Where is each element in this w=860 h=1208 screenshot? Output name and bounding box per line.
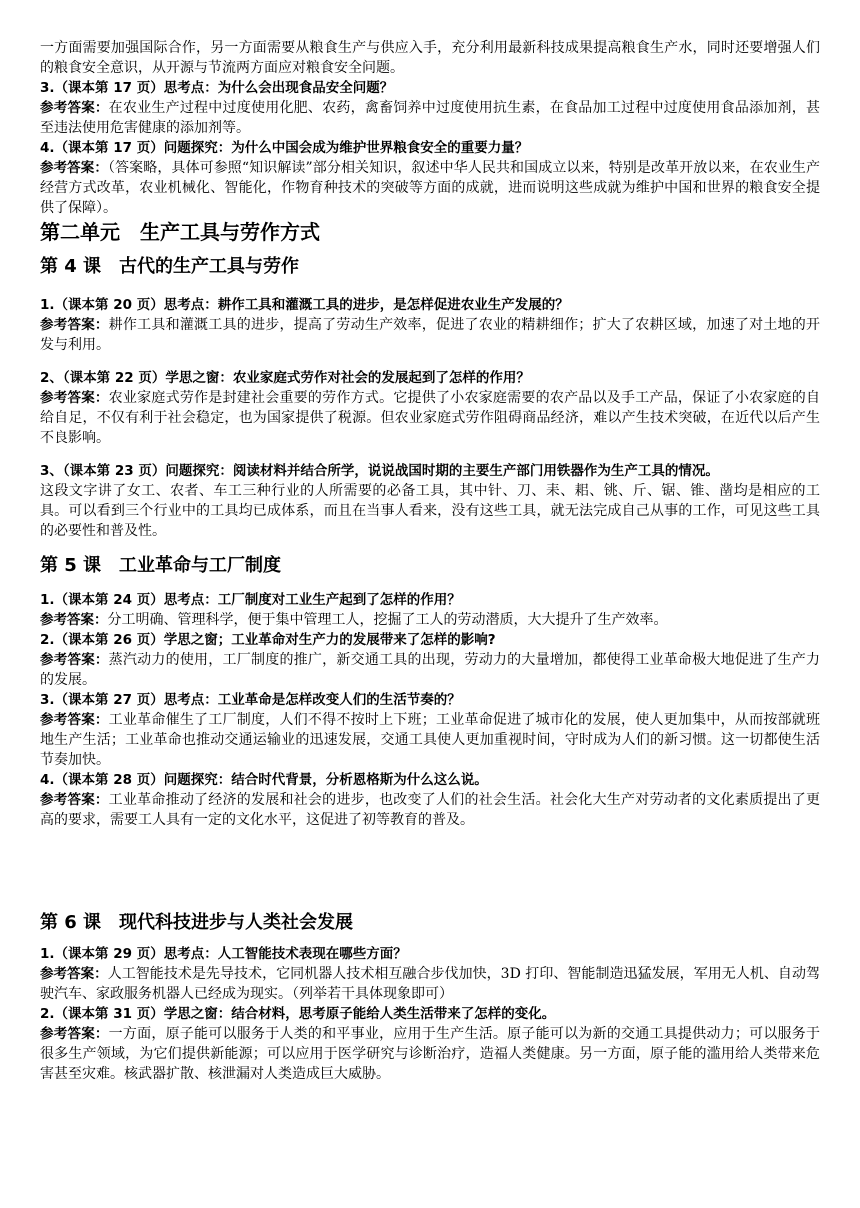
- answer-label: 参考答案：: [40, 1026, 109, 1042]
- answer-label: 参考答案：: [40, 792, 109, 808]
- answer-text: 耕作工具和灌溉工具的进步，提高了劳动生产效率，促进了农业的精耕细作；扩大了农耕区域，加速了对土地的开发与利用。: [40, 317, 821, 353]
- answer-text: （答案略，具体可参照“知识解读”部分相关知识，叙述中华人民共和国成立以来，特别是改革开放以来，在农业生产经营方式改革，农业机械化、智能化，作物育种技术的突破等方面的成就，进而说明这些成就为维护中国和世界的粮食安全提供了保障）。: [40, 160, 821, 216]
- lesson-title: 第 4 课 古代的生产工具与劳作: [40, 256, 300, 277]
- answer-label: 参考答案：: [40, 100, 109, 116]
- answer-paragraph: [40, 710, 820, 770]
- lesson-title: 第 6 课 现代科技进步与人类社会发展: [40, 912, 354, 933]
- question-heading: 4.（课本第 28 页）问题探究：结合时代背景，分析恩格斯为什么这么说。: [40, 772, 488, 788]
- answer-paragraph: [40, 158, 820, 218]
- answer-text: 蒸汽动力的使用，工厂制度的推广，新交通工具的出现，劳动力的大量增加，都使得工业革命极大地促进了生产力的发展。: [40, 652, 821, 688]
- question-heading: 1.（课本第 20 页）思考点：耕作工具和灌溉工具的进步，是怎样促进农业生产发展的？: [40, 297, 569, 313]
- question-heading: 3.（课本第 17 页）思考点：为什么会出现食品安全问题？: [40, 80, 394, 96]
- question-heading: 1.（课本第 29 页）思考点：人工智能技术表现在哪些方面？: [40, 946, 407, 962]
- answer-paragraph: [40, 790, 820, 830]
- answer-paragraph: [40, 481, 820, 541]
- question-heading: 2、（课本第 22 页）学思之窗：农业家庭式劳作对社会的发展起到了怎样的作用？: [40, 370, 530, 386]
- answer-text: 在农业生产过程中过度使用化肥、农药，禽畜饲养中过度使用抗生素，在食品加工过程中过度使用食品添加剂，甚至违法使用危害健康的添加剂等。: [40, 100, 821, 136]
- answer-text: 工业革命推动了经济的发展和社会的进步，也改变了人们的社会生活。社会化大生产对劳动者的文化素质提出了更高的要求，需要工人具有一定的文化水平，这促进了初等教育的普及。: [40, 792, 821, 828]
- answer-text: 农业家庭式劳作是封建社会重要的劳作方式。它提供了小农家庭需要的农产品以及手工产品，保证了小农家庭的自给自足，不仅有利于社会稳定，也为国家提供了税源。但农业家庭式劳作阻碍商品经济，难以产生技术突破，在近代以后产生不良影响。: [40, 390, 821, 446]
- question-heading: 1.（课本第 24 页）思考点：工厂制度对工业生产起到了怎样的作用？: [40, 592, 461, 608]
- question-heading: 3、（课本第 23 页）问题探究：阅读材料并结合所学，说说战国时期的主要生产部门用铁器作为生产工具的情况。: [40, 463, 719, 479]
- intro-paragraph: 一方面需要加强国际合作，另一方面需要从粮食生产与供应入手，充分利用最新科技成果提高粮食生产水，同时还要增强人们的粮食安全意识，从开源与节流两方面应对粮食安全问题。: [40, 40, 820, 76]
- answer-label: 参考答案：: [40, 652, 109, 668]
- answer-paragraph: [40, 388, 820, 448]
- answer-paragraph: [40, 98, 820, 138]
- answer-label: 参考答案：: [40, 966, 108, 982]
- answer-paragraph: [40, 1024, 820, 1084]
- unit-title: 第二单元 生产工具与劳作方式: [40, 220, 320, 244]
- answer-text: 这段文字讲了女工、农者、车工三种行业的人所需要的必备工具，其中针、刀、耒、耜、铫、斤、锯、锥、凿均是相应的工具。可以看到三个行业中的工具均已成体系，而且在当事人看来，没有这些工具，就无法完成自己从事的工作，可见这些工具的必要性和普及性。: [40, 483, 820, 539]
- question-heading: 3.（课本第 27 页）思考点：工业革命是怎样改变人们的生活节奏的？: [40, 692, 461, 708]
- lesson-title: 第 5 课 工业革命与工厂制度: [40, 555, 282, 576]
- answer-paragraph: [40, 650, 820, 690]
- answer-label: 参考答案：: [40, 317, 109, 333]
- question-heading: 4.（课本第 17 页）问题探究：为什么中国会成为维护世界粮食安全的重要力量？: [40, 140, 529, 156]
- answer-label: 参考答案：: [40, 612, 108, 628]
- question-heading: 2.（课本第 26 页）学思之窗；工业革命对生产力的发展带来了怎样的影响?: [40, 632, 496, 648]
- answer-label: 参考答案：: [40, 390, 109, 406]
- answer-paragraph: [40, 964, 820, 1004]
- answer-text: 人工智能技术是先导技术，它同机器人技术相互融合步伐加快，3D 打印、智能制造迅猛发展，军用无人机、自动驾驶汽车、家政服务机器人已经成为现实。（列举若干具体现象即可）: [40, 966, 820, 1002]
- answer-label: 参考答案：: [40, 160, 108, 176]
- answer-paragraph: [40, 610, 820, 630]
- answer-label: 参考答案：: [40, 712, 109, 728]
- answer-text: 分工明确、管理科学，便于集中管理工人，挖掘了工人的劳动潜质，大大提升了生产效率。: [107, 612, 668, 628]
- answer-text: 一方面，原子能可以服务于人类的和平事业，应用于生产生活。原子能可以为新的交通工具提供动力；可以服务于很多生产领域，为它们提供新能源；可以应用于医学研究与诊断治疗，造福人类健康。另一方面，原子能的滥用给人类带来危害甚至灾难。核武器扩散、核泄漏对人类造成巨大威胁。: [40, 1026, 821, 1082]
- answer-text: 工业革命催生了工厂制度，人们不得不按时上下班；工业革命促进了城市化的发展，使人更加集中，从而按部就班地生产生活；工业革命也推动交通运输业的迅速发展，交通工具使人更加重视时间，守时成为人们的新习惯。这一切都使生活节奏加快。: [40, 712, 821, 768]
- answer-paragraph: [40, 315, 820, 355]
- question-heading: 2.（课本第 31 页）学思之窗：结合材料，思考原子能给人类生活带来了怎样的变化。: [40, 1006, 556, 1022]
